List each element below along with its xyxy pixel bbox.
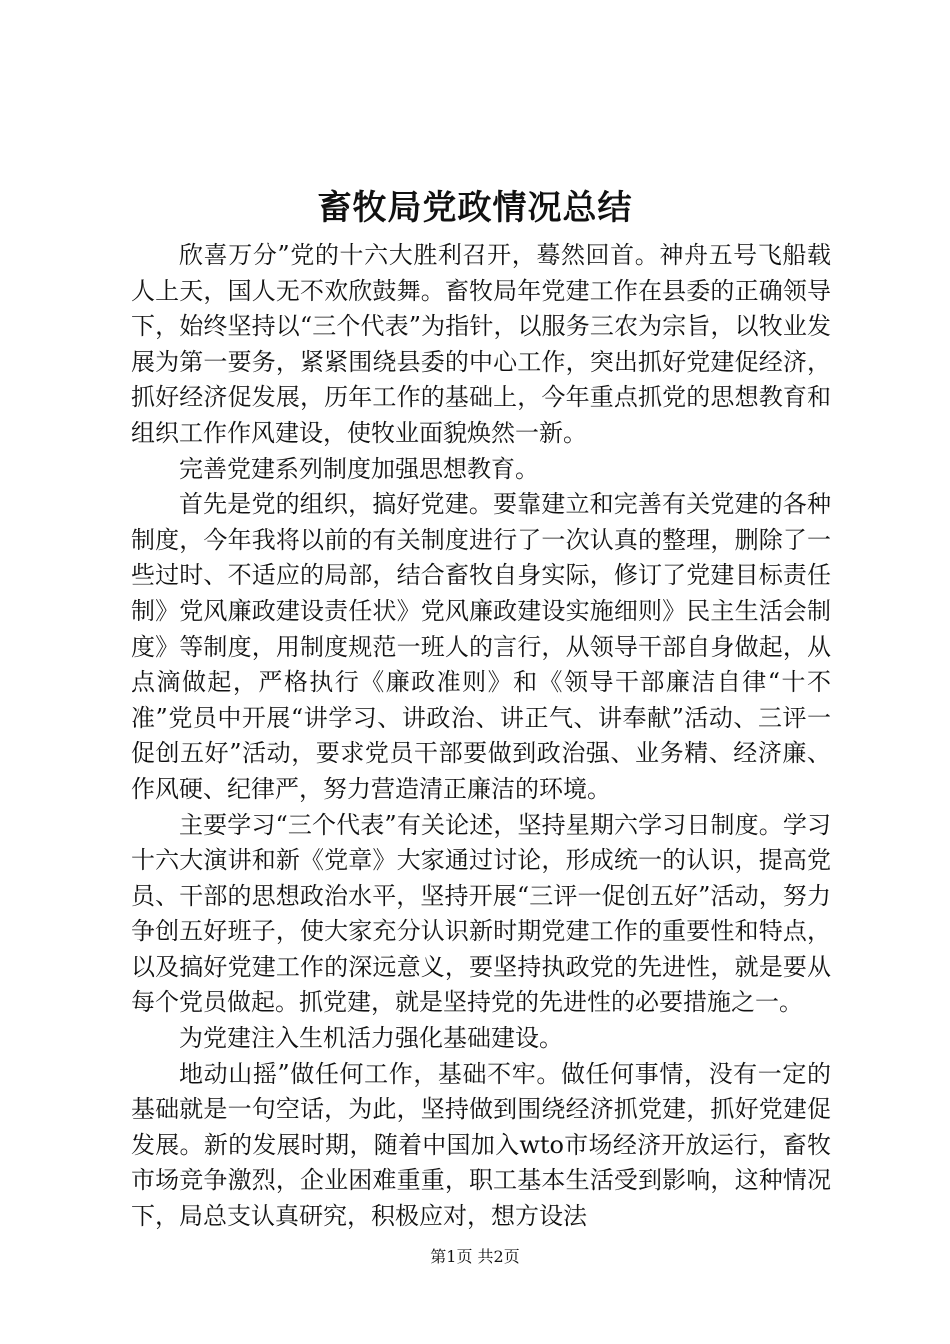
paragraph-study: 主要学习“三个代表”有关论述，坚持星期六学习日制度。学习十六大演讲和新《党章》大家通过讨论，形成统一的认识，提高党员、干部的思想政治水平，坚持开展“三评一促创五好”活动，努力争创五好班子，使大家充分认识新时期党建工作的重要性和特点，以及搞好党建工作的深远意义，要坚持执政党的先进性，就是要从每个党员做起。抓党建，就是坚持党的先进性的必要措施之一。 [131, 810, 831, 1017]
paragraph-party-system: 首先是党的组织，搞好党建。要靠建立和完善有关党建的各种制度，今年我将以前的有关制度进行了一次认真的整理，删除了一些过时、不适应的局部，结合畜牧自身实际，修订了党建目标责任制》党风廉政建设责任状》党风廉政建设实施细则》民主生活会制度》等制度，用制度规范一班人的言行，从领导干部自身做起，从点滴做起，严格执行《廉政准则》和《领导干部廉洁自律“十不准”党员中开展“讲学习、讲政治、讲正气、讲奉献”活动、三评一促创五好”活动，要求党员干部要做到政治强、业务精、经济廉、作风硬、纪律严，努力营造清正廉洁的环境。 [131, 490, 831, 803]
paragraph-intro: 欣喜万分”党的十六大胜利召开，蓦然回首。神舟五号飞船载人上天，国人无不欢欣鼓舞。畜牧局年党建工作在县委的正确领导下，始终坚持以“三个代表”为指针，以服务三农为宗旨，以牧业发展为第一要务，紧紧围绕县委的中心工作，突出抓好党建促经济，抓好经济促发展，历年工作的基础上，今年重点抓党的思想教育和组织工作作风建设，使牧业面貌焕然一新。 [131, 241, 831, 447]
paragraph-heading-2: 为党建注入生机活力强化基础建设。 [179, 1024, 563, 1053]
paragraph-heading-1: 完善党建系列制度加强思想教育。 [179, 454, 539, 483]
document-title: 畜牧局党政情况总结 [317, 188, 633, 228]
paragraph-foundation: 地动山摇”做任何工作，基础不牢。做任何事情，没有一定的基础就是一句空话，为此，坚持做到围绕经济抓党建，抓好党建促发展。新的发展时期，随着中国加入wto市场经济开放运行，畜牧市场竞争激烈，企业困难重重，职工基本生活受到影响，这种情况下，局总支认真研究，积极应对，想方设法 [131, 1059, 831, 1231]
document-body [131, 238, 831, 1235]
page-number-footer: 第1页 共2页 [430, 1247, 520, 1266]
